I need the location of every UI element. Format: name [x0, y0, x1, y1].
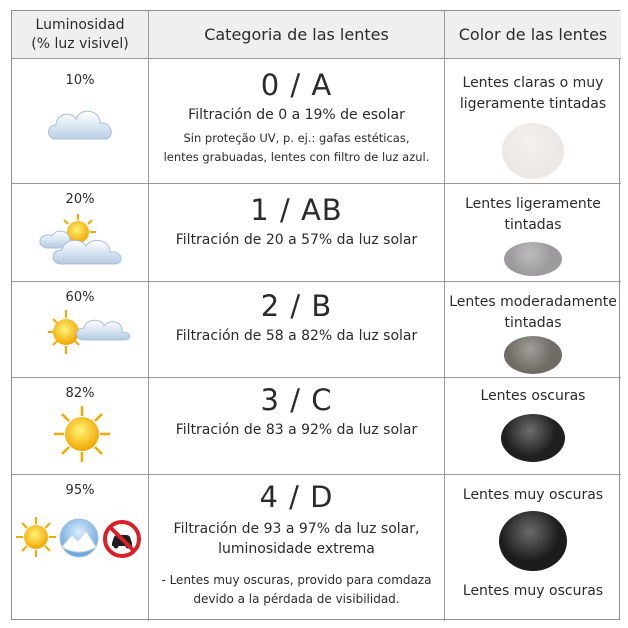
- header-luminosity-line1: Luminosidad: [35, 16, 125, 33]
- row-0-category-code: 0 / A: [260, 68, 333, 102]
- row-2-lens-label-line1: Lentes moderadamente: [449, 294, 617, 310]
- row-4-category: [149, 475, 445, 621]
- row-4-percent: 95%: [65, 483, 95, 498]
- row-4-lens-label-top: Lentes muy oscuras: [462, 487, 604, 503]
- cloud-icon: [44, 101, 118, 145]
- header-category: [149, 11, 445, 59]
- row-0-filtration: Filtración de 0 a 19% de esolar: [188, 107, 405, 123]
- row-2-category-code: 2 / B: [260, 289, 333, 323]
- row-1-lens-label-line1: Lentes ligeramente: [465, 196, 601, 212]
- row-0-lens-label-line2: ligeramente tintadas: [459, 96, 607, 112]
- row-3-luminosity: [12, 378, 149, 475]
- row-0-percent: 10%: [65, 73, 95, 88]
- no-driving-icon: [102, 519, 142, 559]
- row-4-note: [149, 571, 444, 609]
- row-0-note-line1: Sin proteção UV, p. ej.: gafas estéticas,: [183, 131, 410, 145]
- row-0-luminosity: [12, 59, 149, 184]
- sun-icon: [14, 515, 58, 559]
- row-1-lens-label: [445, 194, 621, 236]
- row-0-note-line2: lentes grabuadas, lentes con filtro de luz azul.: [163, 150, 430, 164]
- row-2-lens-label: [445, 292, 621, 334]
- header-category-text: Categoria de las lentes: [204, 25, 389, 44]
- row-3-lens: [445, 378, 621, 475]
- lens-swatch-dark: [501, 414, 565, 462]
- row-3-percent: 82%: [65, 386, 95, 401]
- row-0-lens-label: [445, 73, 621, 115]
- row-1-filtration: Filtración de 20 a 57% da luz solar: [175, 232, 418, 248]
- row-2-percent: 60%: [65, 290, 95, 305]
- row-3-category-code: 3 / C: [260, 383, 333, 417]
- row-1-percent: 20%: [65, 192, 95, 207]
- row-2-filtration: Filtración de 58 a 82% da luz solar: [175, 328, 418, 344]
- row-1-lens-label-line2: tintadas: [504, 217, 562, 233]
- row-1-luminosity: [12, 184, 149, 282]
- row-1-category-code: 1 / AB: [250, 193, 343, 227]
- row-4-lens: [445, 475, 621, 621]
- lens-swatch-light-tint: [504, 242, 562, 276]
- lens-category-table: [11, 10, 620, 620]
- row-4-filtration-line1: Filtración de 93 a 97% da luz solar,: [173, 521, 420, 537]
- row-3-lens-label-line1: Lentes oscuras: [480, 388, 586, 404]
- row-4-category-code: 4 / D: [259, 480, 334, 514]
- row-2-category: [149, 282, 445, 378]
- row-4-lens-label-bottom: Lentes muy oscuras: [462, 583, 604, 599]
- row-4-note-line2: devido a la pérdada de visibilidad.: [193, 592, 400, 606]
- snowy-mountain-icon: [58, 517, 100, 559]
- row-2-lens-label-line2: tintadas: [504, 315, 562, 331]
- row-3-category: [149, 378, 445, 475]
- row-1-category: [149, 184, 445, 282]
- header-luminosity: [12, 11, 149, 59]
- row-4-filtration: [149, 519, 444, 559]
- lens-swatch-moderate-tint: [504, 336, 562, 374]
- row-2-lens: [445, 282, 621, 378]
- row-4-luminosity: [12, 475, 149, 621]
- sun-with-cloud-icon: [44, 306, 134, 358]
- header-lens-color: [445, 11, 621, 59]
- row-0-lens: [445, 59, 621, 184]
- row-1-lens: [445, 184, 621, 282]
- row-4-filtration-line2: luminosidade extrema: [218, 541, 375, 557]
- row-2-luminosity: [12, 282, 149, 378]
- lens-swatch-clear: [502, 123, 564, 179]
- row-3-filtration: Filtración de 83 a 92% da luz solar: [175, 422, 418, 438]
- header-lens-color-text: Color de las lentes: [458, 25, 608, 44]
- sun-behind-clouds-icon: [38, 212, 134, 268]
- row-0-note: [149, 129, 444, 167]
- row-0-lens-label-line1: Lentes claras o muy: [462, 75, 604, 91]
- row-4-note-line1: - Lentes muy oscuras, provido para comdaza: [161, 573, 432, 587]
- row-3-lens-label: [445, 386, 621, 407]
- row-0-category: [149, 59, 445, 184]
- sun-icon: [52, 404, 112, 464]
- header-luminosity-line2: (% luz visivel): [31, 35, 129, 52]
- lens-swatch-very-dark: [499, 511, 567, 571]
